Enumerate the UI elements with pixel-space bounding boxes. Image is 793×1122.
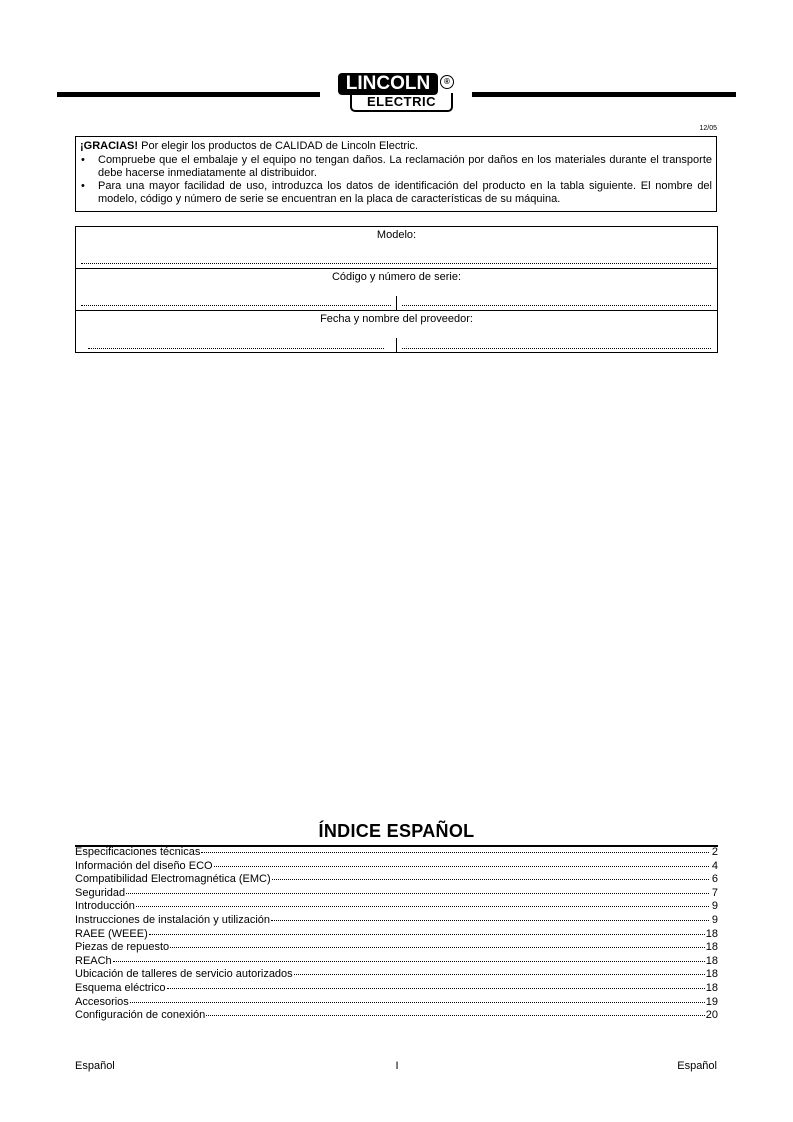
- index-entry-title: Compatibilidad Electromagnética (EMC): [75, 873, 271, 886]
- logo-top-text: LINCOLN: [338, 73, 438, 95]
- thanks-bullet-item: [80, 154, 712, 180]
- bullet-icon: •: [81, 180, 85, 192]
- index-entry-title: Introducción: [75, 900, 135, 913]
- serial-fill-line[interactable]: [402, 305, 711, 306]
- index-entry-page: 18: [705, 954, 718, 967]
- product-id-table: [75, 226, 718, 353]
- header-rule-left: [57, 92, 320, 97]
- index-entry[interactable]: [75, 941, 718, 955]
- model-row: [76, 227, 717, 269]
- model-label: Modelo:: [376, 229, 417, 241]
- index-entry-page: 18: [705, 981, 718, 994]
- serial-separator: [396, 296, 397, 311]
- index-entry[interactable]: [75, 846, 718, 860]
- serial-row: [76, 269, 717, 311]
- index-entry-page: 9: [711, 913, 718, 926]
- index-entry-page: 20: [705, 1009, 718, 1022]
- dot-leader: [294, 974, 705, 975]
- dot-leader: [167, 988, 705, 989]
- thanks-line: [80, 140, 712, 153]
- date-row: [76, 311, 717, 352]
- index-entry-title: Esquema eléctrico: [75, 981, 166, 994]
- thanks-text: Por elegir los productos de CALIDAD de Lincoln Electric.: [138, 140, 419, 152]
- dot-leader: [272, 879, 709, 880]
- index-entry-page: 2: [711, 846, 718, 858]
- dot-leader: [206, 1015, 704, 1016]
- index-entry-page: 19: [705, 995, 718, 1008]
- code-fill-line[interactable]: [81, 305, 391, 306]
- index-title: ÍNDICE ESPAÑOL: [318, 821, 475, 841]
- dot-leader: [149, 934, 705, 935]
- index-entry-title: Instrucciones de instalación y utilización: [75, 913, 271, 926]
- index-entry[interactable]: [75, 955, 718, 969]
- index-entry-page: 4: [711, 859, 718, 872]
- index-entry-title: RAEE (WEEE): [75, 927, 148, 940]
- index-entry[interactable]: [75, 928, 718, 942]
- index-entry-title: Información del diseño ECO: [75, 859, 213, 872]
- thanks-bold: ¡GRACIAS!: [80, 140, 139, 152]
- index-entry-title: Seguridad: [75, 886, 126, 899]
- index-entry-title: Ubicación de talleres de servicio autorizados: [75, 968, 293, 981]
- dot-leader: [214, 866, 709, 867]
- index-entry-title: Configuración de conexión: [75, 1009, 206, 1022]
- thanks-bullets: [80, 154, 712, 206]
- dot-leader: [130, 1002, 705, 1003]
- index-entry[interactable]: [75, 996, 718, 1010]
- thanks-box: [75, 136, 717, 212]
- serial-label: Código y número de serie:: [331, 271, 461, 283]
- date-label: Fecha y nombre del proveedor:: [320, 313, 473, 325]
- footer-page-number: I: [395, 1060, 399, 1072]
- revision-date: 12/05: [699, 125, 717, 132]
- index-entry[interactable]: [75, 887, 718, 901]
- thanks-bullet-text: Para una mayor facilidad de uso, introduzca los datos de identificación del producto en la tabla siguiente. El nombre del modelo, código y número de serie se encuentran en la placa de características de su máquina.: [98, 180, 712, 205]
- dot-leader: [113, 961, 705, 962]
- index-entry[interactable]: [75, 1009, 718, 1023]
- index-entry[interactable]: [75, 860, 718, 874]
- dot-leader: [126, 893, 709, 894]
- header-rule-right: [472, 92, 736, 97]
- footer-language-left: Español: [75, 1060, 115, 1072]
- index-entry-title: Accesorios: [75, 995, 129, 1008]
- index-entry-page: 9: [711, 900, 718, 913]
- thanks-bullet-item: [80, 180, 712, 206]
- registered-mark: ®: [440, 75, 454, 89]
- dot-leader: [201, 852, 709, 853]
- index-entry[interactable]: [75, 968, 718, 982]
- lincoln-electric-logo: [338, 73, 454, 113]
- logo-bottom-text: ELECTRIC: [350, 93, 453, 112]
- index-entry-title: REACh: [75, 954, 112, 967]
- index-entry-page: 7: [711, 886, 718, 899]
- index-entry-page: 18: [705, 927, 718, 940]
- index-entry-page: 6: [711, 873, 718, 886]
- index-entry-title: Piezas de repuesto: [75, 941, 170, 954]
- supplier-fill-line[interactable]: [402, 348, 711, 349]
- index-entry[interactable]: [75, 873, 718, 887]
- dot-leader: [170, 947, 705, 948]
- index-entry[interactable]: [75, 900, 718, 914]
- index-entry-page: 18: [705, 968, 718, 981]
- bullet-icon: •: [81, 154, 85, 166]
- dot-leader: [136, 906, 709, 907]
- model-fill-line[interactable]: [81, 263, 711, 264]
- date-separator: [396, 338, 397, 352]
- index-entry[interactable]: [75, 914, 718, 928]
- date-fill-line[interactable]: [88, 348, 384, 349]
- thanks-bullet-text: Compruebe que el embalaje y el equipo no tengan daños. La reclamación por daños en los materiales durante el transporte debe hacerse inmediatamente al distribuidor.: [98, 154, 712, 179]
- index-list: [75, 846, 718, 1023]
- footer-language-right: Español: [677, 1060, 717, 1072]
- index-entry[interactable]: [75, 982, 718, 996]
- index-entry-page: 18: [705, 941, 718, 954]
- dot-leader: [271, 920, 709, 921]
- index-entry-title: Especificaciones técnicas: [75, 846, 201, 858]
